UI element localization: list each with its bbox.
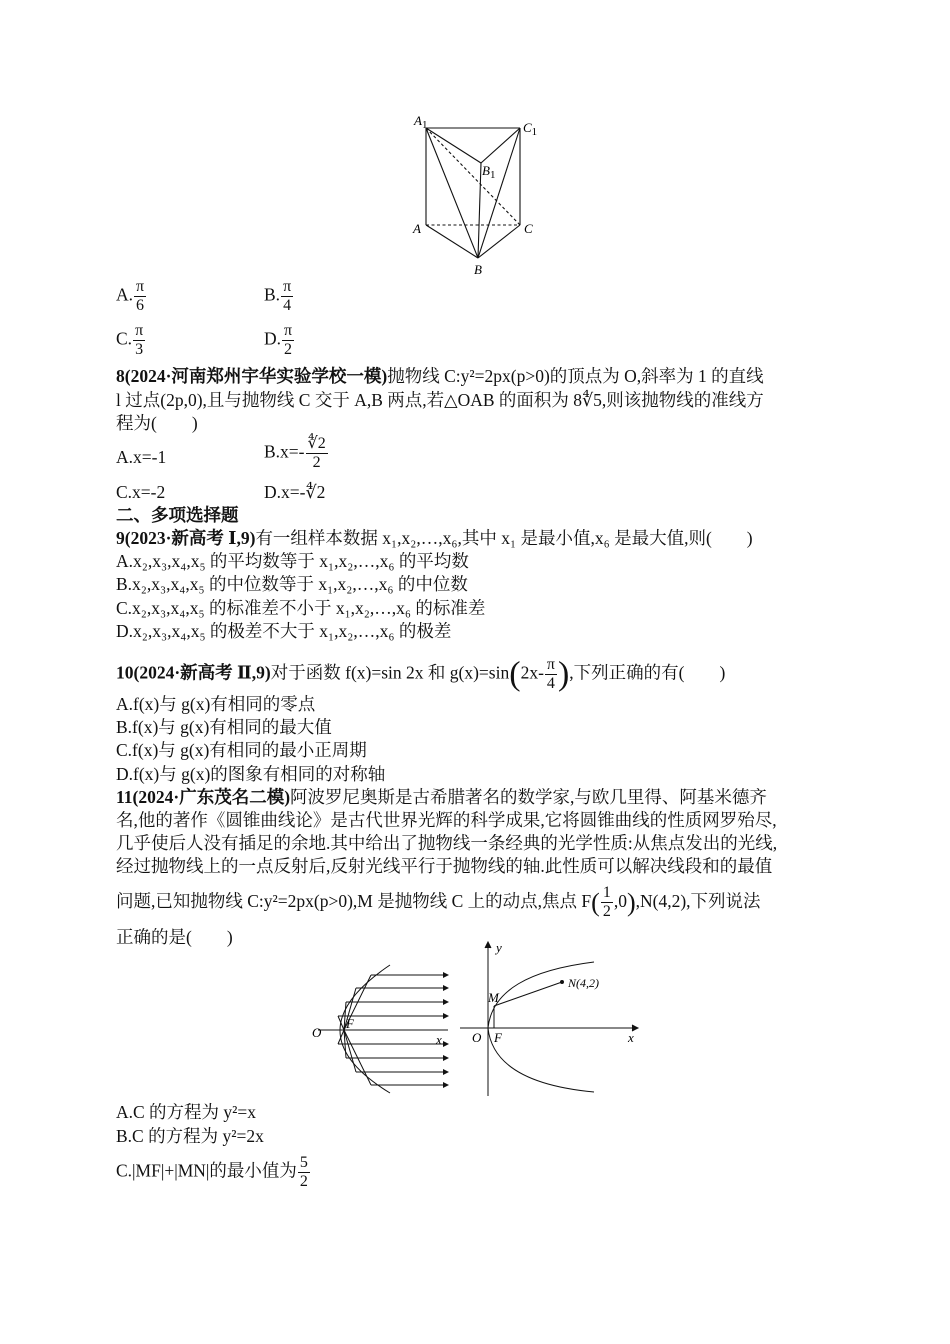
right-label-m: M xyxy=(488,990,499,1005)
q7-option-c[interactable]: C. $\frac{\pi}{3}$ xyxy=(116,322,144,358)
right-label-f: F xyxy=(494,1030,502,1045)
q11-source: (2024·广东茂名二模) xyxy=(132,787,291,807)
left-label-f: F xyxy=(346,1016,354,1031)
q10-source: (2024·新高考 Ⅱ,9) xyxy=(133,662,271,683)
edge-b1-b xyxy=(478,163,481,258)
q11-option-b[interactable]: B.C 的方程为 y²=2x xyxy=(116,1126,264,1146)
edge-a1-b xyxy=(426,128,478,258)
label-c1: $C_1$ xyxy=(523,120,538,138)
label-b: B xyxy=(474,262,482,277)
label-a: A xyxy=(413,221,421,236)
parabola-reflection-figure xyxy=(308,960,450,1098)
q8-number: 8 xyxy=(116,366,125,386)
q9-option-b[interactable]: B.x₂,x₃,x₄,x₅ 的中位数等于 x₁,x₂,…,x₆ 的中位数 xyxy=(116,574,468,594)
q11-stem-line5: 问题,已知抛物线 C:y²=2px(p>0),M 是抛物线 C 上的动点,焦点 F( $\frac{1}{2}$ ,0),N(4,2),下列说法 xyxy=(116,884,761,921)
right-label-x: x xyxy=(628,1030,634,1045)
parabola-coordinate-figure xyxy=(460,940,640,1100)
label-c: C xyxy=(524,221,533,236)
label-a1: $A_1$ xyxy=(414,113,428,131)
right-label-o: O xyxy=(472,1030,482,1045)
q8-stem-line2: l 过点(2p,0),且与抛物线 C 交于 A,B 两点,若△OAB 的面积为 8∜5,则该抛物线的准线方 xyxy=(116,390,764,410)
q10-number: 10 xyxy=(116,662,134,683)
q10-option-c[interactable]: C.f(x)与 g(x)有相同的最小正周期 xyxy=(116,740,367,760)
left-label-x: x xyxy=(436,1032,442,1047)
prism-figure xyxy=(408,112,540,278)
q11-number: 11 xyxy=(116,787,133,807)
q8-option-d[interactable]: D.x=-∜2 xyxy=(264,482,326,502)
q11-stem-line6: 正确的是( ) xyxy=(116,927,233,947)
q10-stem: 10(2024·新高考 Ⅱ,9)对于函数 f(x)=sin 2x 和 g(x)=sin(2x- $\frac{\pi}{4}$ ),下列正确的有( ) xyxy=(116,655,726,693)
q8-stem-line3: 程为( ) xyxy=(116,413,198,433)
section-title: 二、多项选择题 xyxy=(116,505,239,525)
q10-option-a[interactable]: A.f(x)与 g(x)有相同的零点 xyxy=(116,694,316,714)
q8-source: (2024·河南郑州宇华实验学校一模) xyxy=(124,366,388,386)
edge-a-b xyxy=(426,225,478,258)
q9-option-d[interactable]: D.x₂,x₃,x₄,x₅ 的极差不大于 x₁,x₂,…,x₆ 的极差 xyxy=(116,621,452,641)
q8-stem-line1: 8(2024·河南郑州宇华实验学校一模)抛物线 C:y²=2px(p>0)的顶点为 O,斜率为 1 的直线 xyxy=(116,366,764,386)
q8-option-b[interactable]: B.x=- $\frac{∜2}{2}$ xyxy=(264,435,326,471)
label-b1: $B_1$ xyxy=(482,163,496,181)
q9-source: (2023·新高考 Ⅰ,9) xyxy=(124,528,256,548)
q11-option-c[interactable]: C.|MF|+|MN|的最小值为 $\frac{5}{2}$ xyxy=(116,1154,308,1190)
q9-option-c[interactable]: C.x₂,x₃,x₄,x₅ 的标准差不小于 x₁,x₂,…,x₆ 的标准差 xyxy=(116,598,486,618)
right-label-n: N(4,2) xyxy=(568,976,599,990)
q11-stem-line2: 名,他的著作《圆锥曲线论》是古代世界光辉的科学成果,它将圆锥曲线的性质网罗殆尽, xyxy=(116,810,777,830)
q9-stem: 9(2023·新高考 Ⅰ,9)有一组样本数据 x₁,x₂,…,x₆,其中 x₁ 是最小值,x₆ 是最大值,则( ) xyxy=(116,528,753,548)
edge-a1-b1 xyxy=(426,128,481,163)
edge-c-b xyxy=(478,225,520,258)
right-label-y: y xyxy=(496,940,502,955)
left-label-o: O xyxy=(312,1025,322,1040)
q11-stem-line3: 几乎使后人没有插足的余地.其中给出了抛物线一条经典的光学性质:从焦点发出的光线, xyxy=(116,833,778,853)
q10-option-b[interactable]: B.f(x)与 g(x)有相同的最大值 xyxy=(116,717,332,737)
q9-number: 9 xyxy=(116,528,125,548)
q10-option-d[interactable]: D.f(x)与 g(x)的图象有相同的对称轴 xyxy=(116,764,386,784)
q8-option-a[interactable]: A.x=-1 xyxy=(116,447,167,467)
q9-option-a[interactable]: A.x₂,x₃,x₄,x₅ 的平均数等于 x₁,x₂,…,x₆ 的平均数 xyxy=(116,551,469,571)
edge-a1-c-dashed xyxy=(426,128,520,225)
q8-option-c[interactable]: C.x=-2 xyxy=(116,482,166,502)
q11-option-a[interactable]: A.C 的方程为 y²=x xyxy=(116,1102,257,1122)
q11-stem-line1: 11(2024·广东茂名二模)阿波罗尼奥斯是古希腊著名的数学家,与欧几里得、阿基米德齐 xyxy=(116,787,767,807)
q7-option-d[interactable]: D. $\frac{\pi}{2}$ xyxy=(264,322,293,358)
q7-option-b[interactable]: B. $\frac{\pi}{4}$ xyxy=(264,278,292,314)
q11-stem-line4: 经过抛物线上的一点反射后,反射光线平行于抛物线的轴.此性质可以解决线段和的最值 xyxy=(116,856,773,876)
q7-option-a[interactable]: A. $\frac{\pi}{6}$ xyxy=(116,278,145,314)
